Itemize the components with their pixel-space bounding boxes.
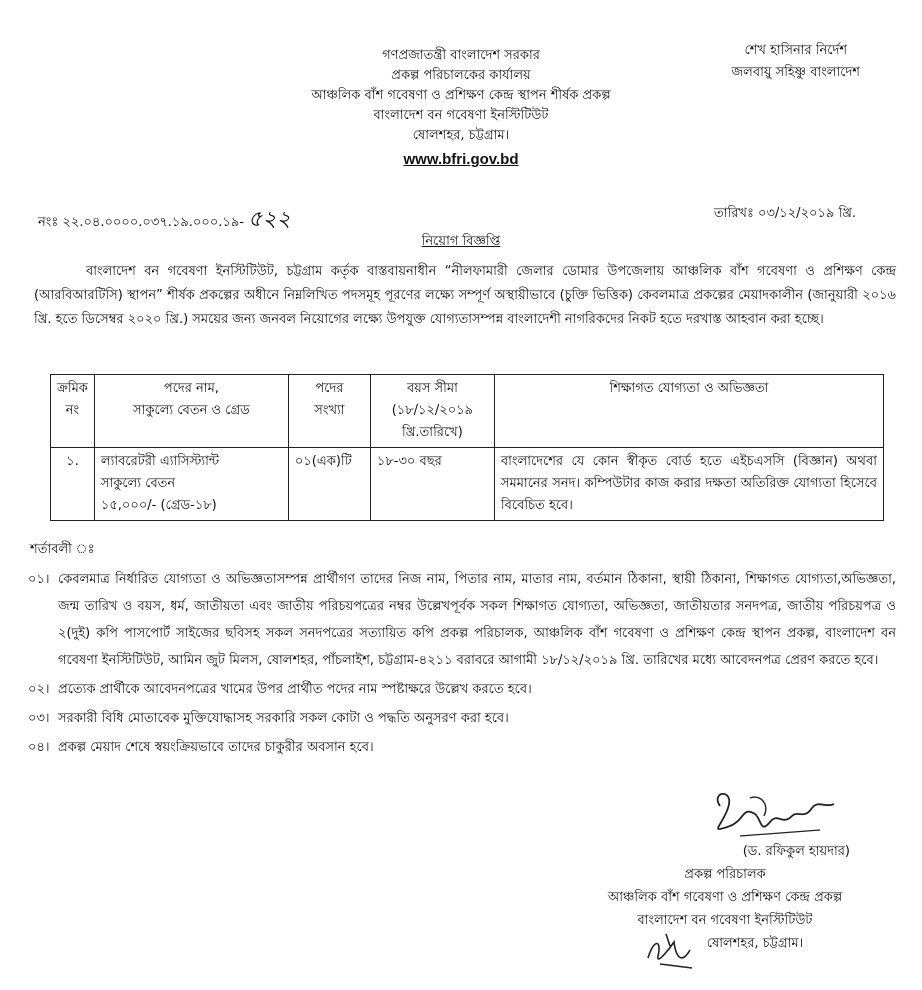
intro-paragraph: বাংলাদেশ বন গবেষণা ইনস্টিটিউট, চট্টগ্রাম কর্তৃক বাস্তবায়নাধীন “নীলফামারী জেলার ডোমার উপজেলায় আঞ্চলিক বাঁশ গবেষণা ও প্রশিক্ষণ কেন্দ্র (আরবিআরটিসি) স্থাপন” শীর্ষক প্রকল্পের অধীনে নিম্নলিখিত পদসমূহ পূরণের লক্ষ্যে সম্পূর্ণ অস্থায়ীভাবে (চুক্তি ভিত্তিক) কেবলমাত্র প্রকল্পের মেয়াদকালীন (জানুয়ারী ২০১৬ খ্রি. হতে ডিসেম্বর ২০২০ খ্রি.) সময়ের জন্য জনবল নিয়োগের লক্ষ্যে উপযুক্ত যোগ্যতাসম্পন্ন বাংলাদেশী নাগরিকদের নিকট হতে দরখাস্ত আহবান করা হচ্ছে। — [34, 264, 896, 327]
post-header — [94, 375, 288, 448]
handwritten-memo-number: ৫২২ — [247, 207, 291, 232]
header-text: পদের নাম, — [163, 381, 219, 396]
condition-text: প্রকল্প মেয়াদ শেষে স্বয়ংক্রিয়ভাবে তাদের চাকুরীর অবসান হবে। — [58, 740, 374, 755]
post-salary-label: সাকুল্যে বেতন — [100, 476, 176, 491]
table-row — [51, 448, 884, 521]
count-cell: ০১(এক)টি — [288, 448, 370, 521]
signatory-institute: বাংলাদেশ বন গবেষণা ইনস্টিটিউট — [637, 913, 813, 928]
header-text: পদের — [315, 381, 344, 396]
condition-number: ০২। — [28, 682, 50, 697]
condition-item — [28, 705, 896, 732]
website-link[interactable]: www.bfri.gov.bd — [403, 151, 519, 168]
conditions-list — [28, 566, 896, 763]
qualification-cell: বাংলাদেশের যে কোন স্বীকৃত বোর্ড হতে এইচএসসি (বিজ্ঞান) অথবা সমমানের সনদ। কম্পিউটার কাজ করার দক্ষতা অতিরিক্ত যোগ্যতা হিসেবে বিবেচিত হবে। — [494, 448, 883, 521]
condition-text: কেবলমাত্র নির্ধারিত যোগ্যতা ও অভিজ্ঞতাসম্পন্ন প্রার্থীগণ তাদের নিজ নাম, পিতার নাম, মাতার নাম, বর্তমান ঠিকানা, স্থায়ী ঠিকানা, শিক্ষাগত যোগ্যতা,অভিজ্ঞতা, জন্ম তারিখ ও বয়স, ধর্ম, জাতীয়তা এবং জাতীয় পরিচয়পত্রের নম্বর উল্লেখপূর্বক সকল শিক্ষাগত যোগ্যতা, অভিজ্ঞতা, জাতীয়তার সনদপত্র, জাতীয় পরিচয়পত্র ও ২(দুই) কপি পাসপোর্ট সাইজের ছবিসহ সকল সনদপত্রের সত্যায়িত কপি প্রকল্প পরিচালক, আঞ্চলিক বাঁশ গবেষণা ও প্রশিক্ষণ কেন্দ্র স্থাপন প্রকল্প, বাংলাদেশ বন গবেষণা ইনস্টিটিউট, আমিন জুট মিলস, ষোলশহর, পাঁচলাইশ, চট্টগ্রাম-৪২১১ বরাবরে আগামী ১৮/১২/২০১৯ খ্রি. তারিখের মধ্যে আবেদনপত্র প্রেরণ করতে হবে। — [58, 572, 896, 668]
conditions-title: শর্তাবলী ঃ — [30, 542, 95, 557]
post-salary-grade: ১৫,০০০/- (গ্রেড-১৮) — [100, 498, 217, 513]
memo-date: তারিখঃ ০৩/১২/২০১৯ খ্রি. — [714, 206, 856, 221]
condition-item — [28, 676, 896, 703]
qualification-header: শিক্ষাগত যোগ্যতা ও অভিজ্ঞতা — [494, 375, 883, 448]
header-text: বয়স সীমা — [406, 381, 458, 396]
serial-header — [51, 375, 95, 448]
header-line: ষোলশহর, চট্টগ্রাম। — [412, 128, 510, 143]
header-line: গণপ্রজাতন্ত্রী বাংলাদেশ সরকার — [382, 48, 540, 63]
condition-item — [28, 734, 896, 761]
post-cell — [94, 448, 288, 521]
header-line: বাংলাদেশ বন গবেষণা ইনস্টিটিউট — [373, 108, 549, 123]
condition-number: ০১। — [28, 572, 50, 587]
signatory-designation: প্রকল্প পরিচালক — [684, 867, 766, 882]
age-header — [370, 375, 494, 448]
age-cell: ১৮-৩০ বছর — [370, 448, 494, 521]
header-text: সংখ্যা — [314, 403, 345, 418]
header-text: ক্রমিক — [57, 381, 88, 396]
header-text: (১৮/১২/২০১৯ — [391, 403, 474, 418]
handwritten-signature — [700, 786, 840, 846]
motto-line: শেখ হাসিনার নির্দেশ — [744, 43, 848, 58]
condition-text: সরকারী বিধি মোতাবেক মুক্তিযোদ্ধাসহ সরকারি সকল কোটা ও পদ্ধতি অনুসরণ করা হবে। — [58, 711, 509, 726]
signatory-name: (ড. রফিকুল হায়দার) — [742, 844, 850, 859]
posts-table — [50, 374, 884, 521]
header-text: নং — [65, 403, 80, 418]
condition-number: ০৩। — [28, 711, 50, 726]
post-name: ল্যাবরেটরী এ্যাসিস্ট্যান্ট — [100, 454, 220, 469]
serial-cell: ১. — [51, 448, 95, 521]
signatory-block — [560, 840, 890, 955]
condition-item — [28, 566, 896, 674]
memo-number: নংঃ ২২.০৪.০০০০.০৩৭.১৯.০০০.১৯- — [38, 215, 244, 230]
signatory-project: আঞ্চলিক বাঁশ গবেষণা ও প্রশিক্ষণ কেন্দ্র প্রকল্প — [607, 890, 843, 905]
motto — [732, 40, 860, 84]
header-text: খ্রি.তারিখে) — [402, 425, 463, 440]
notice-title: নিয়োগ বিজ্ঞপ্তি — [421, 234, 501, 249]
signatory-address: ষোলশহর, চট্টগ্রাম। — [706, 936, 804, 951]
handwritten-initials — [640, 928, 700, 973]
table-header-row — [51, 375, 884, 448]
header-line: প্রকল্প পরিচালকের কার্যালয় — [391, 68, 531, 83]
condition-text: প্রত্যেক প্রার্থীকে আবেদনপত্রের খামের উপর প্রার্থীত পদের নাম স্পষ্টাক্ষরে উল্লেখ করতে হবে। — [58, 682, 532, 697]
count-header — [288, 375, 370, 448]
condition-number: ০৪। — [28, 740, 50, 755]
header-text: সাকুল্যে বেতন ও গ্রেড — [133, 403, 250, 418]
motto-line: জলবায়ু সহিষ্ণু বাংলাদেশ — [731, 65, 860, 80]
header-line: আঞ্চলিক বাঁশ গবেষণা ও প্রশিক্ষণ কেন্দ্র স্থাপন শীর্ষক প্রকল্প — [311, 88, 611, 103]
